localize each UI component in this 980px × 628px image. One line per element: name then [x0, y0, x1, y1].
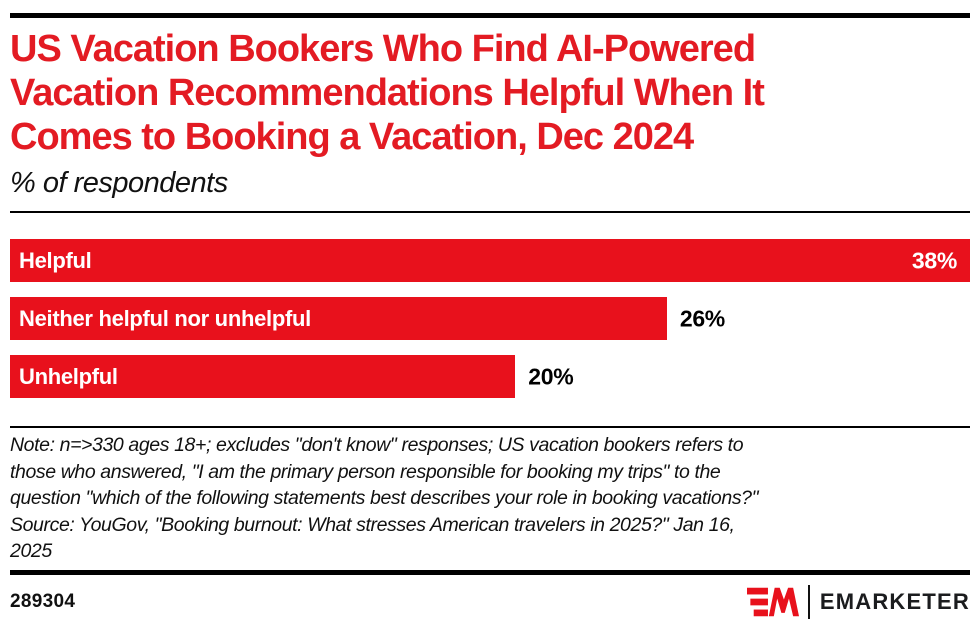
brand-wordmark: EMARKETER	[819, 588, 970, 614]
bar-category-label: Unhelpful	[19, 363, 118, 389]
top-rule	[10, 13, 970, 18]
footnote-line: those who answered, "I am the primary person responsible for booking my trips" to the	[10, 460, 721, 483]
footnote	[10, 432, 970, 565]
footnote-line: 2025	[10, 540, 52, 562]
bar-chart	[10, 239, 970, 398]
subtitle-rule	[10, 211, 970, 213]
chart-id: 289304	[10, 590, 76, 612]
bar-value-label: 26%	[679, 305, 725, 331]
chart-title	[10, 27, 970, 159]
footnote-rule	[10, 426, 970, 428]
footer	[10, 583, 970, 621]
bar-row-unhelpful	[10, 355, 970, 398]
bar-value-label: 20%	[528, 363, 574, 389]
bar-fill	[10, 297, 667, 340]
bar-fill	[10, 355, 515, 398]
bar-category-label: Neither helpful nor unhelpful	[19, 305, 311, 331]
bar-category-label: Helpful	[19, 247, 92, 273]
bar-row-neither	[10, 297, 970, 340]
footnote-line: Note: n=>330 ages 18+; excludes "don't know" responses; US vacation bookers refers to	[10, 434, 744, 456]
bar-row-helpful	[10, 239, 970, 282]
logo-divider	[808, 585, 810, 619]
bottom-rule	[10, 570, 970, 575]
emarketer-logo	[747, 585, 970, 619]
chart-title-line: Comes to Booking a Vacation, Dec 2024	[10, 116, 694, 158]
bar-fill	[10, 239, 970, 282]
chart-title-line: US Vacation Bookers Who Find AI-Powered	[10, 28, 756, 70]
chart-title-line: Vacation Recommendations Helpful When It	[10, 72, 764, 114]
bar-value-label: 38%	[911, 247, 957, 273]
em-monogram-icon	[747, 585, 799, 619]
footnote-line: question "which of the following statements best describes your role in booking vacations?"	[10, 487, 759, 509]
footnote-line: Source: YouGov, "Booking burnout: What stresses American travelers in 2025?" Jan 16,	[10, 513, 735, 536]
chart-subtitle: % of respondents	[10, 167, 228, 199]
